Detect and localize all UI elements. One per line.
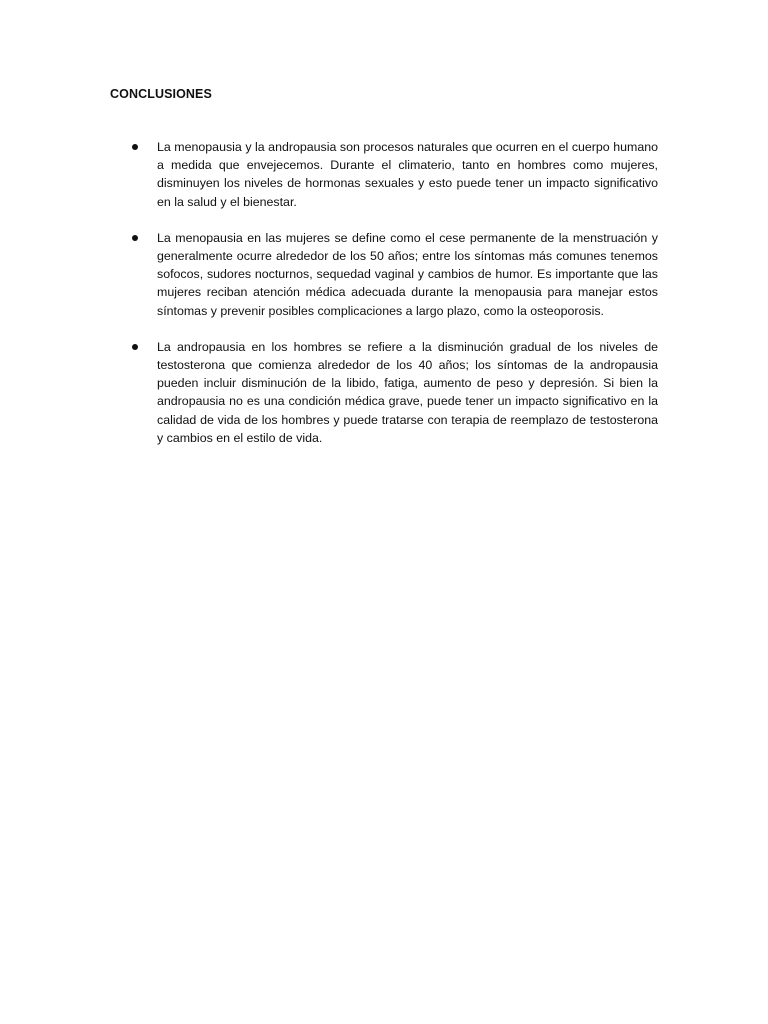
conclusions-list bbox=[120, 138, 658, 465]
list-item-text: La menopausia y la andropausia son procesos naturales que ocurren en el cuerpo humano a medida que envejecemos. Durante el climaterio, tanto en hombres como mujeres, disminuyen los niveles de hormonas sexuales y esto puede tener un impacto significativo en la salud y el bienestar. bbox=[157, 140, 658, 209]
list-item-text: La andropausia en los hombres se refiere a la disminución gradual de los niveles de testosterona que comienza alrededor de los 40 años; los síntomas de la andropausia pueden incluir disminución de la libido, fatiga, aumento de peso y depresión. Si bien la andropausia no es una condición médica grave, puede tener un impacto significativo en la calidad de vida de los hombres y puede tratarse con terapia de reemplazo de testosterona y cambios en el estilo de vida. bbox=[157, 339, 658, 445]
bullet-icon bbox=[132, 235, 138, 241]
bullet-icon bbox=[132, 144, 138, 150]
list-item bbox=[120, 138, 658, 211]
list-item bbox=[120, 338, 658, 447]
bullet-icon bbox=[132, 344, 138, 350]
list-item-text: La menopausia en las mujeres se define como el cese permanente de la menstruación y generalmente ocurre alrededor de los 50 años; entre los síntomas más comunes tenemos sofocos, sudores nocturnos, sequedad vaginal y cambios de humor. Es importante que las mujeres reciban atención médica adecuada durante la menopausia para manejar estos síntomas y prevenir posibles complicaciones a largo plazo, como la osteoporosis. bbox=[157, 230, 658, 318]
list-item bbox=[120, 229, 658, 320]
document-heading: CONCLUSIONES bbox=[110, 87, 212, 101]
